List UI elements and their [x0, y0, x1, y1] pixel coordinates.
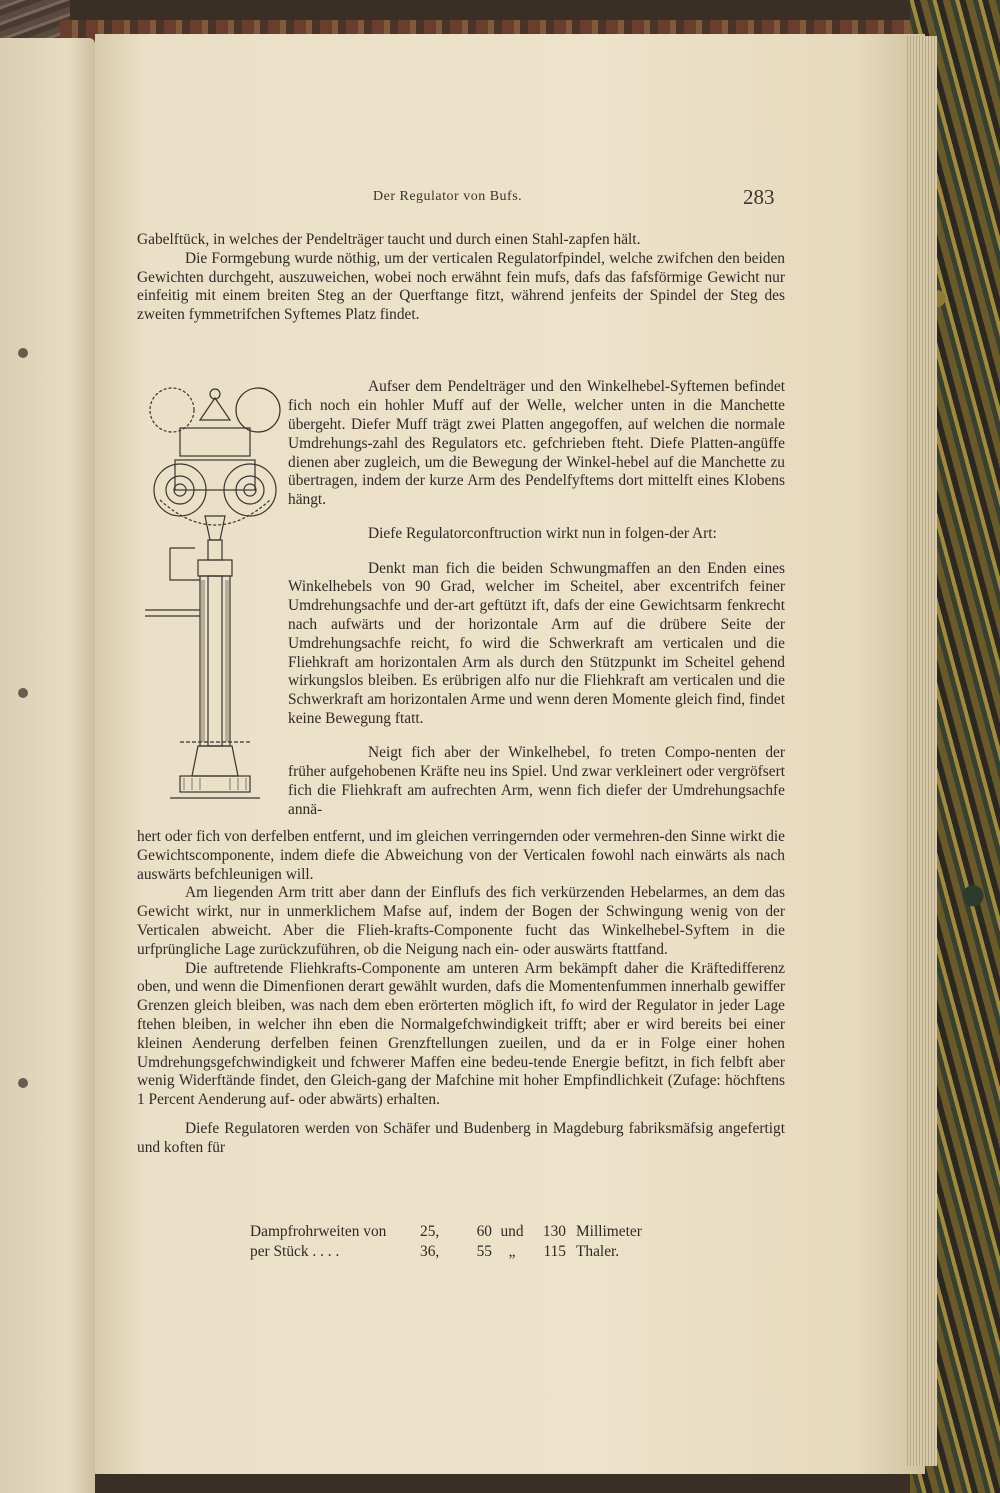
cell: 130 [542, 1223, 566, 1240]
cell: und [500, 1223, 524, 1240]
price-row [250, 1222, 642, 1242]
cell: 55 [476, 1243, 492, 1260]
row-label: Dampfrohrweiten von [250, 1223, 387, 1240]
previous-page-edge [0, 38, 95, 1493]
binding-hole [18, 348, 28, 358]
page-stack-edge [905, 36, 937, 1466]
paragraph: Denkt man fich die beiden Schwungmaffen an den Enden eines Winkelhebels von 90 Grad, welcher im Scheitel, aber excentrifch feiner Umdrehungsachfe und der-art geftützt ift, dafs der eine Gewichtsarm fenkrecht nach aufwärts und der horizontale Arm auf die drübere Seite der Umdrehungsachfe reicht, fo wird die Schwerkraft am verticalen und die Fliehkraft am horizontalen Arm als durch den Stützpunkt im Scheitel gehend wirkungslos bleiben. Es erübrigen alfo nur die Fliehkraft am verticalen und die Schwerkraft am horizontalen Arme und wenn deren Momente gleich find, findet keine Bewegung ftatt. [288, 559, 785, 727]
binding-hole [18, 688, 28, 698]
price-table [250, 1222, 642, 1262]
cell: 60 [476, 1223, 492, 1240]
text-block-bottom [137, 828, 785, 1158]
text-block-side [288, 363, 785, 835]
price-row [250, 1242, 642, 1262]
cell: 115 [543, 1243, 566, 1260]
unit: Millimeter [576, 1223, 642, 1240]
paragraph: Neigt fich aber der Winkelhebel, fo treten Compo-nenten der früher aufgehobenen Kräfte neu ins Spiel. Und zwar verkleinert oder vergröfsert fich die Fliehkraft am aufrechten Arm, wenn fich diefer der Umdrehungsachfe annä- [288, 744, 785, 818]
regulator-illustration [140, 380, 290, 810]
paragraph: Gabelftück, in welches der Pendelträger taucht und durch einen Stahl-zapfen hält. [137, 231, 641, 248]
cell: 25, [420, 1223, 440, 1240]
page-number: 283 [743, 185, 775, 209]
paragraph: hert oder fich von derfelben entfernt, und im gleichen verringernden oder vermehren-den Sinne wirkt die Gewichtscomponente, indem diefe die Abweichung von der Verticalen fowohl nach einwärts als nach auswärts befchleunigen will. [137, 828, 785, 883]
paragraph: Diefe Regulatorconftruction wirkt nun in folgen-der Art: [368, 525, 717, 543]
unit: Thaler. [576, 1243, 620, 1260]
paragraph: Aufser dem Pendelträger und den Winkelhebel-Syftemen befindet fich noch ein hohler Muff auf der Welle, welcher unten in die Manchette übergeht. Diefer Muff trägt zwei Platten angegoffen, auf welchen die normale Umdrehungs-zahl des Regulators etc. gefchrieben fteht. Diefe Platten-angüffe dienen aber zugleich, um die Bewegung der Winkel-hebel auf die Manchette zu übertragen, indem der kurze Arm des Pendelfyftems dort mittelft eines Klobens hängt. [288, 378, 785, 509]
paragraph: Am liegenden Arm tritt aber dann der Einflufs des fich verkürzenden Hebelarmes, an dem das Gewicht wirkt, nur in unmerklichem Mafse auf, indem der Bogen der Schwingung wenig von der Verticalen abweicht. Aber die Flieh-krafts-Componente fucht das Winkelhebel-Syftem in die urfprüngliche Lage zurückzuführen, ob die Neigung nach ein- oder auswärts ftattfand. [137, 884, 785, 958]
paragraph: Die auftretende Fliehkrafts-Componente am unteren Arm bekämpft daher die Kräftedifferenz oben, und wenn die Dimenfionen derart gewählt wurden, dafs die Momentenfummen innerhalb gewiffer Grenzen gleich bleiben, was nach dem eben erörterten möglich ift, fo wird der Regulator in jeder Lage ftehen bleiben, in welcher ihn eben die Normalgefchwindigkeit trifft; aber er wird bereits bei einer kleinen Aenderung derfelben feinen Grenzftellungen zueilen, und da er in Folge einer hohen Umdrehungsgefchwindigkeit und fchwerer Maffen eine bedeu-tende Energie befitzt, in fich felbft aber wenig Widerftände findet, den Gleich-gang der Mafchine mit hoher Empfindlichkeit (Zufage: höchftens 1 Percent Aenderung auf- oder abwärts) erhalten. [137, 959, 785, 1109]
running-header: Der Regulator von Bufs. [373, 189, 523, 204]
cell: 36, [420, 1243, 440, 1260]
regulator-drawing [140, 380, 290, 810]
paragraph: Diefe Regulatoren werden von Schäfer und Budenberg in Magdeburg fabriksmäfsig angefertigt und koften für [137, 1119, 785, 1156]
paragraph: Die Formgebung wurde nöthig, um der verticalen Regulatorfpindel, welche zwifchen den beiden Gewichten durchgeht, auszuweichen, wobei noch erwähnt fein mufs, dafs das fafsförmige Gewicht nur einfeitig mit einem breiten Steg an der Querftange fitzt, während jenfeits der Spindel der Steg des zweiten fymmetrifchen Syftemes Platz findet. [137, 249, 785, 324]
text-block-top [137, 231, 785, 325]
cell: „ [508, 1243, 516, 1260]
row-label: per Stück . . . . [250, 1243, 340, 1260]
binding-hole [18, 1078, 28, 1088]
